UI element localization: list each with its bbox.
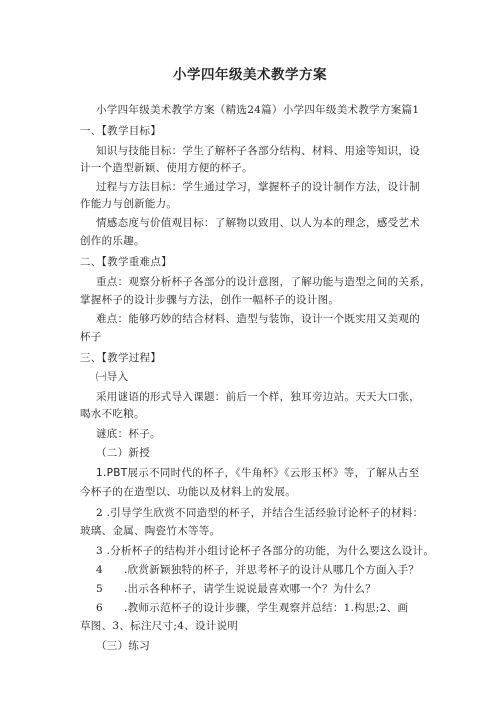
paragraph-line: 过程与方法目标：学生通过学习，掌握杯子的设计制作方法，设计制	[96, 181, 420, 193]
paragraph-line: 今杯子的在造型以、功能以及材料上的发展。	[80, 486, 296, 498]
paragraph-line: 计一个造型新颖、使用方便的杯子。	[80, 162, 253, 174]
item-text: .欣赏新颖独特的杯子，并思考杯子的设计从哪几个方面入手？	[124, 564, 420, 576]
paragraph-line: 杯子	[80, 331, 102, 343]
subsection-heading: ㈠导入	[96, 371, 129, 383]
section-heading: 二、【教学重难点】	[80, 256, 172, 268]
paragraph-line: 重点：观察分析杯子各部分的设计意图，了解功能与造型之间的关系，	[96, 276, 431, 288]
paragraph-line: 难点：能够巧妙的结合材料、造型与装饰，设计一个既实用又美观的	[96, 313, 420, 325]
numbered-item	[96, 583, 376, 596]
paragraph-line: 2 .引导学生欣赏不同造型的杯子，并结合生活经验讨论杯子的材料：	[96, 507, 424, 519]
numbered-item	[96, 602, 408, 615]
item-text: .教师示范杯子的设计步骤，学生观察并总结：1.构思;2、画	[124, 602, 409, 614]
paragraph-line: 玻璃、金属、陶瓷竹木等等。	[80, 525, 221, 537]
subsection-heading: （二）新授	[96, 447, 150, 459]
paragraph-line: 情感态度与价值观目标：了解物以致用、以人为本的理念，感受艺术	[96, 217, 420, 229]
paragraph-line: 采用谜语的形式导入课题：前后一个样，独耳旁边站。天天大口张，	[96, 391, 420, 403]
paragraph-line: 3 .分析杯子的结构并小组讨论杯子各部分的功能，为什么要这么设计。	[96, 545, 435, 557]
section-heading: 一、【教学目标】	[80, 125, 162, 137]
item-text: .出示各种杯子，请学生说说最喜欢哪一个？为什么？	[124, 583, 377, 595]
item-number: 6	[96, 602, 103, 614]
item-number: 4	[96, 564, 103, 576]
paragraph-line: 1.PBT展示不同时代的杯子，《牛角杯》《云形玉杯》等，了解从古至	[96, 467, 420, 479]
document-title: 小学四年级美术教学方案	[173, 67, 327, 83]
paragraph-line: 掌握杯子的设计步骤与方法，创作一幅杯子的设计图。	[80, 294, 340, 306]
paragraph-line: 谜底：杯子。	[96, 428, 161, 440]
subsection-heading: （三）练习	[96, 640, 150, 652]
section-heading: 三、【教学过程】	[80, 352, 162, 364]
paragraph-line: 创作的乐趣。	[80, 235, 145, 247]
document-subtitle: 小学四年级美术教学方案（精选24篇）小学四年级美术教学方案篇1	[96, 104, 420, 116]
paragraph-line: 喝水不吃粮。	[80, 408, 145, 420]
paragraph-line: 作能力与创新能力。	[80, 198, 178, 210]
numbered-item	[96, 564, 419, 577]
item-number: 5	[96, 583, 103, 595]
paragraph-line: 知识与技能目标：学生了解杯子各部分结构、材料、用途等知识，设	[96, 145, 420, 157]
paragraph-line: 草图、3、标注尺寸;4、设计说明	[80, 620, 239, 632]
